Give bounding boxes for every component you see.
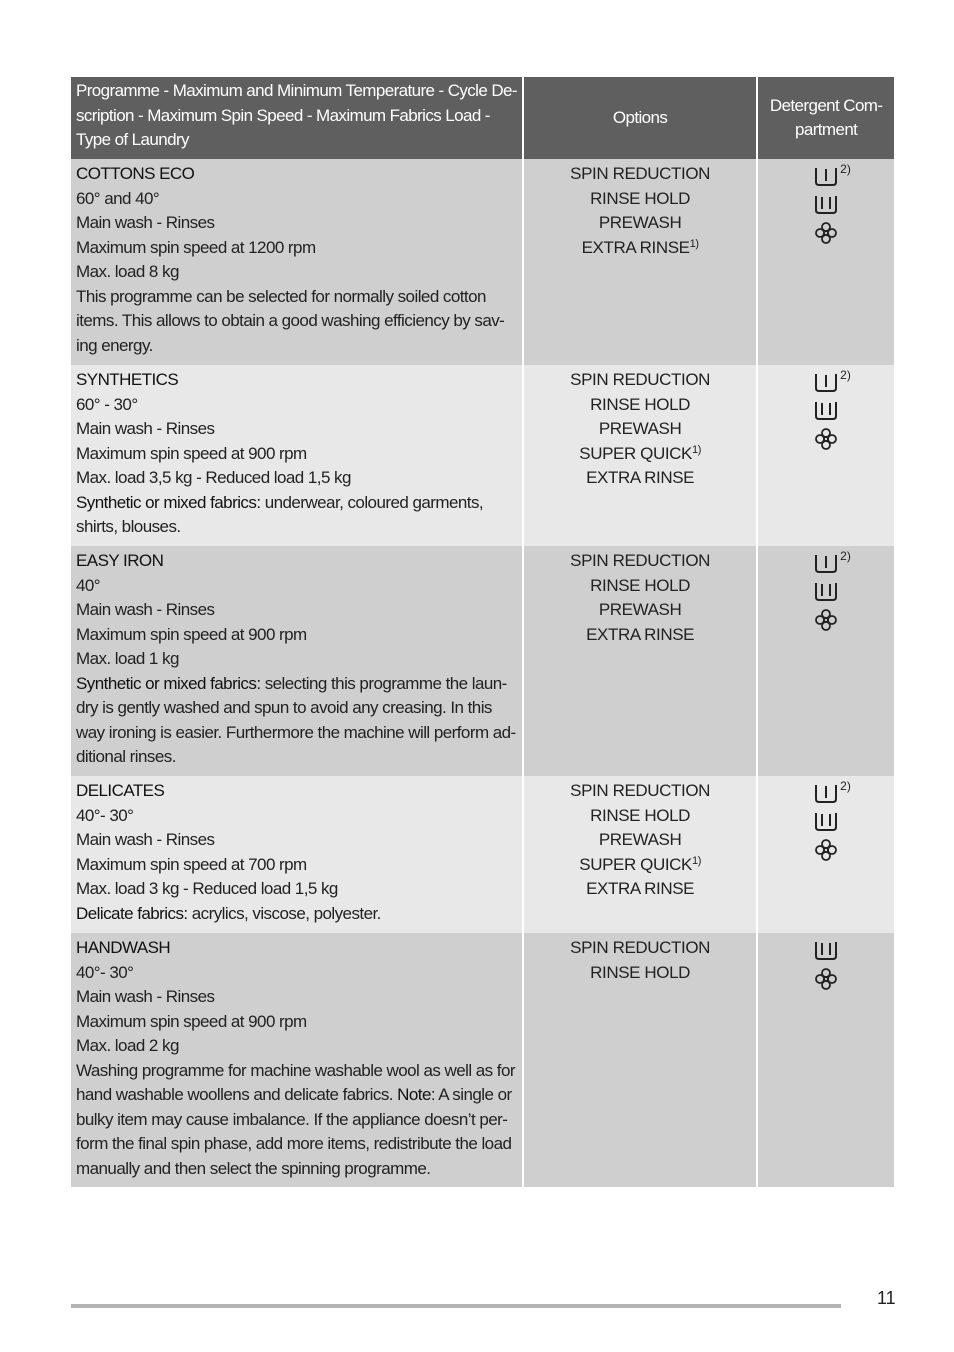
programme-line: 60° - 30°	[76, 394, 138, 414]
footnote-mark: 1)	[691, 443, 701, 456]
table-row	[71, 365, 894, 546]
softener-compartment-icon	[814, 608, 838, 632]
prewash-compartment-icon	[813, 371, 839, 393]
header-options: Options	[612, 107, 668, 127]
option-item: RINSE HOLD	[590, 188, 691, 208]
programme-cell	[71, 933, 522, 1187]
option-item: SPIN REDUCTION	[570, 370, 711, 389]
option-item: RINSE HOLD	[590, 394, 691, 414]
options-cell	[524, 159, 756, 365]
main-wash-compartment-icon	[813, 939, 839, 961]
programme-line: 40°- 30°	[76, 805, 134, 825]
option-item: SPIN REDUCTION	[570, 551, 711, 570]
option-item: RINSE HOLD	[590, 805, 691, 825]
footnote-mark: 1)	[689, 237, 699, 250]
fabric-type-label: Synthetic or mixed fabrics:	[76, 492, 261, 512]
prewash-compartment-icon	[813, 782, 839, 804]
footnote-mark: 1)	[691, 854, 701, 867]
options-cell	[524, 365, 756, 546]
detergent-cell: 2)	[758, 365, 894, 546]
detergent-cell: 2)	[758, 546, 894, 776]
option-label: SUPER QUICK	[579, 443, 692, 463]
table-header	[71, 77, 894, 159]
programme-line: Max. load 3,5 kg - Reduced load 1,5 kg	[76, 468, 351, 487]
programme-line: Maximum spin speed at 700 rpm	[76, 854, 307, 874]
programme-desc	[76, 491, 518, 516]
programme-cell	[71, 365, 522, 546]
programme-desc	[76, 672, 518, 697]
programme-desc: way ironing is easier. Furthermore the machine will perform ad-	[76, 722, 516, 742]
programme-line: 60° and 40°	[76, 188, 160, 208]
programme-desc: Washing programme for machine washable wool as well as for	[76, 1060, 515, 1080]
softener-compartment-icon	[814, 838, 838, 862]
programme-desc	[76, 902, 518, 927]
option-item	[526, 853, 754, 878]
programme-name: HANDWASH	[76, 938, 171, 957]
programme-desc: ing energy.	[76, 335, 153, 355]
programme-line: Maximum spin speed at 900 rpm	[76, 443, 307, 463]
programme-line: Maximum spin speed at 900 rpm	[76, 624, 307, 644]
programme-line: Main wash - Rinses	[76, 419, 215, 438]
option-item: PREWASH	[598, 830, 682, 849]
detergent-cell: 2)	[758, 776, 894, 933]
programme-line: Main wash - Rinses	[76, 600, 215, 619]
prewash-compartment-icon	[813, 552, 839, 574]
programme-table	[71, 77, 894, 1187]
programme-desc	[76, 1083, 518, 1108]
option-item: EXTRA RINSE	[586, 468, 695, 487]
option-item: SPIN REDUCTION	[570, 781, 711, 800]
option-item	[526, 236, 754, 261]
footer-rule	[71, 1304, 841, 1308]
programme-desc: form the final spin phase, add more items, redistribute the load	[76, 1134, 512, 1153]
programme-line: Maximum spin speed at 1200 rpm	[76, 237, 316, 257]
table-row	[71, 546, 894, 776]
option-item: PREWASH	[598, 419, 682, 438]
main-wash-compartment-icon	[813, 399, 839, 421]
programme-line: Main wash - Rinses	[76, 987, 215, 1006]
programme-desc: shirts, blouses.	[76, 517, 181, 536]
programme-line: Main wash - Rinses	[76, 213, 215, 232]
option-item: SPIN REDUCTION	[570, 938, 711, 957]
softener-compartment-icon	[814, 427, 838, 451]
options-cell	[524, 933, 756, 1187]
desc-text: hand washable woollens and delicate fabrics.	[76, 1085, 398, 1104]
main-wash-compartment-icon	[813, 193, 839, 215]
programme-cell	[71, 546, 522, 776]
option-item: RINSE HOLD	[590, 575, 691, 595]
table-row	[71, 159, 894, 365]
header-programme	[71, 77, 522, 159]
fabric-type-label: Synthetic or mixed fabrics:	[76, 673, 261, 693]
desc-text: selecting this programme the laun-	[260, 673, 507, 693]
desc-text: underwear, coloured garments,	[260, 492, 484, 512]
option-label: EXTRA RINSE	[581, 237, 690, 257]
softener-compartment-icon	[814, 967, 838, 991]
header-line: Type of Laundry	[76, 130, 189, 149]
table-row	[71, 776, 894, 933]
programme-name: COTTONS ECO	[76, 164, 195, 183]
programme-desc: manually and then select the spinning programme.	[76, 1158, 431, 1178]
header-line: Detergent Com-	[769, 95, 883, 115]
option-item: EXTRA RINSE	[586, 879, 695, 898]
detergent-cell	[758, 933, 894, 1187]
options-cell	[524, 776, 756, 933]
options-cell	[524, 546, 756, 776]
page-number: 11	[877, 1288, 896, 1308]
prewash-compartment-icon	[813, 165, 839, 187]
option-item	[526, 442, 754, 467]
programme-line: Maximum spin speed at 900 rpm	[76, 1011, 307, 1031]
programme-desc: items. This allows to obtain a good washing efficiency by sav-	[76, 311, 505, 330]
main-wash-compartment-icon	[813, 810, 839, 832]
option-item: PREWASH	[598, 600, 682, 619]
option-item: RINSE HOLD	[590, 962, 691, 982]
option-item: PREWASH	[598, 213, 682, 232]
option-item: SPIN REDUCTION	[570, 164, 711, 183]
programme-line: Main wash - Rinses	[76, 830, 215, 849]
programme-cell	[71, 776, 522, 933]
programme-cell	[71, 159, 522, 365]
header-line: scription - Maximum Spin Speed - Maximum Fabrics Load -	[76, 105, 490, 125]
programme-desc: This programme can be selected for normally soiled cotton	[76, 286, 486, 306]
softener-compartment-icon	[814, 221, 838, 245]
fabric-type-label: Delicate fabrics:	[76, 903, 188, 923]
header-detergent	[758, 77, 894, 159]
detergent-cell: 2)	[758, 159, 894, 365]
programme-desc: dry is gently washed and spun to avoid any creasing. In this	[76, 698, 492, 717]
programme-name: EASY IRON	[76, 551, 164, 570]
programme-name: DELICATES	[76, 781, 165, 800]
programme-desc: bulky item may cause imbalance. If the appliance doesn’t per-	[76, 1109, 508, 1129]
programme-line: 40°	[76, 575, 101, 595]
main-wash-compartment-icon	[813, 580, 839, 602]
programme-line: Max. load 8 kg	[76, 262, 179, 281]
programme-line: Max. load 3 kg - Reduced load 1,5 kg	[76, 879, 338, 898]
option-label: SUPER QUICK	[579, 854, 692, 874]
note-label: Note	[397, 1085, 431, 1104]
programme-desc: ditional rinses.	[76, 747, 176, 766]
header-line: Programme - Maximum and Minimum Temperature - Cycle De-	[76, 81, 517, 100]
desc-text: acrylics, viscose, polyester.	[187, 903, 381, 923]
programme-line: Max. load 1 kg	[76, 649, 179, 668]
programme-line: Max. load 2 kg	[76, 1036, 179, 1055]
table-row	[71, 933, 894, 1187]
programme-line: 40°- 30°	[76, 962, 134, 982]
option-item: EXTRA RINSE	[586, 624, 695, 644]
header-line: partment	[795, 120, 858, 139]
programme-name: SYNTHETICS	[76, 370, 179, 389]
desc-text: : A single or	[430, 1085, 512, 1104]
